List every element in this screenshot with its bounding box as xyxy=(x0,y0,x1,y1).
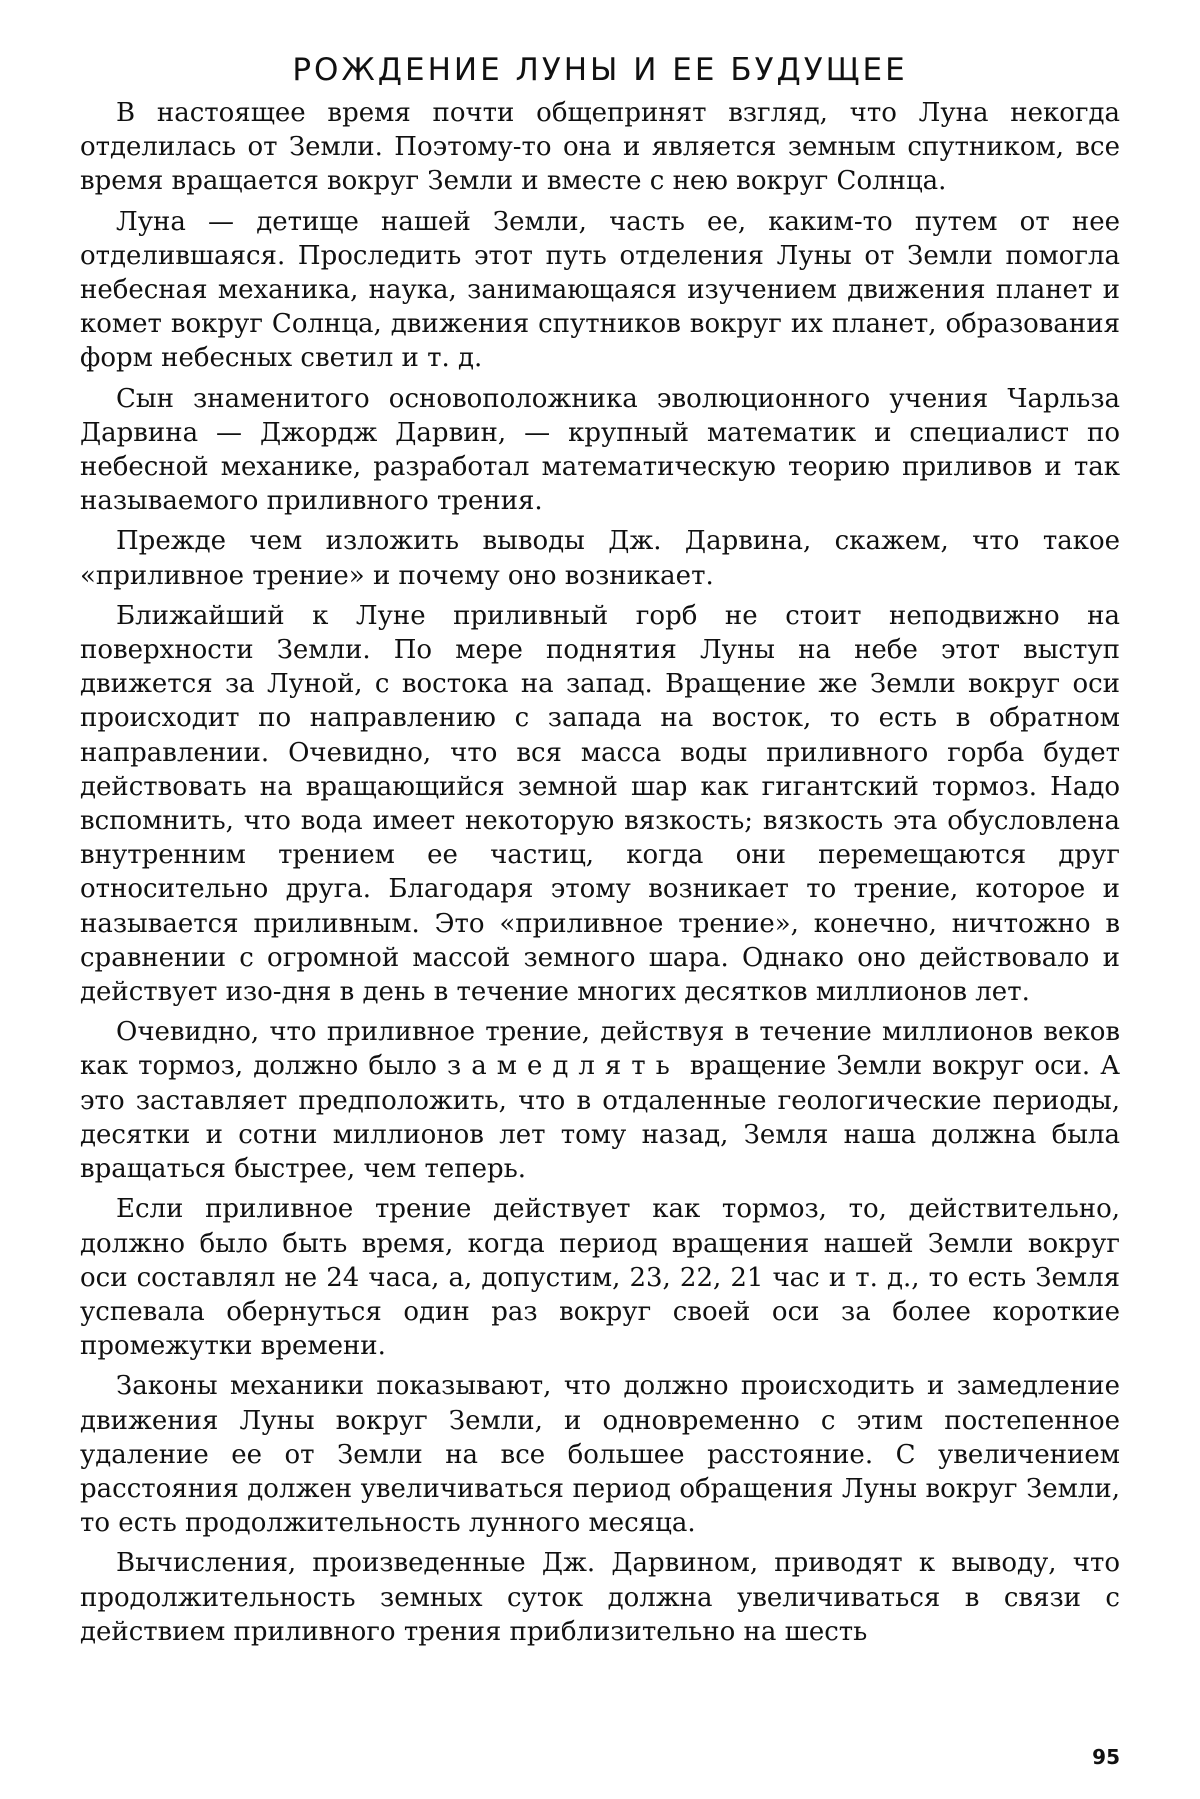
emphasized-word: замедлять xyxy=(447,1051,680,1082)
chapter-title: РОЖДЕНИЕ ЛУНЫ И ЕЕ БУДУЩЕЕ xyxy=(292,52,908,88)
body-text xyxy=(80,96,1120,1649)
paragraph: Если приливное трение действует как тормоз, то, действительно, должно было быть время, когда период вращения нашей Земли вокруг оси составлял не 24 часа, а, допустим, 23, 22, 21 час и т. д., то есть Земля успевала обернуться один раз вокруг своей оси за более короткие промежутки времени. xyxy=(80,1194,1120,1362)
paragraph xyxy=(80,1015,1120,1186)
paragraph: Ближайший к Луне приливный горб не стоит неподвижно на поверхности Земли. По мере поднятия Луны на небе этот выступ движется за Луной, с востока на запад. Вращение же Земли вокруг оси происходит по направлению с запада на восток, то есть в обратном направлении. Очевидно, что вся масса воды приливного горба будет действовать на вращающийся земной шар как гигантский тормоз. Надо вспомнить, что вода имеет некоторую вязкость; вязкость эта обусловлена внутренним трением ее частиц, когда они перемещаются друг относительно друга. Благодаря этому возникает то трение, которое и называется приливным. Это «приливное трение», конечно, ничтожно в сравнении с огромной массой земного шара. Однако оно действовало и действует изо-дня в день в течение многих десятков миллионов лет. xyxy=(80,600,1120,1008)
paragraph: Законы механики показывают, что должно происходить и замедление движения Луны вокруг Земли, и одновременно с этим постепенное удаление ее от Земли на все большее расстояние. С увеличением расстояния должен увеличиваться период обращения Луны вокруг Земли, то есть продолжительность лунного месяца. xyxy=(80,1371,1120,1539)
paragraph-text: вращение Земли вокруг оси. А это заставляет предположить, что в отдаленные геологические периоды, десятки и сотни миллионов лет тому назад, Земля наша должна была вращаться быстрее, чем теперь. xyxy=(80,1051,1120,1185)
page-number: 95 xyxy=(1092,1745,1120,1769)
paragraph: Вычисления, произведенные Дж. Дарвином, приводят к выводу, что продолжительность земных суток должна увеличиваться в связи с действием приливного трения приблизительно на шесть xyxy=(80,1548,1120,1647)
paragraph: Прежде чем изложить выводы Дж. Дарвина, скажем, что такое «приливное трение» и почему оно возникает. xyxy=(80,526,1120,591)
paragraph: Луна — детище нашей Земли, часть ее, каким-то путем от нее отделившаяся. Проследить этот путь отделения Луны от Земли помогла небесная механика, наука, занимающаяся изучением движения планет и комет вокруг Солнца, движения спутников вокруг их планет, образования форм небесных светил и т. д. xyxy=(80,206,1120,374)
paragraph-text: Очевидно, что приливное трение, действуя в течение миллионов веков как тормоз, должно было xyxy=(80,1017,1120,1082)
paragraph: Сын знаменитого основоположника эволюционного учения Чарльза Дарвина — Джордж Дарвин, — крупный математик и специалист по небесной механике, разработал математическую теорию приливов и так называемого приливного трения. xyxy=(80,383,1120,517)
paragraph: В настоящее время почти общепринят взгляд, что Луна некогда отделилась от Земли. Поэтому-то она и является земным спутником, все время вращается вокруг Земли и вместе с нею вокруг Солнца. xyxy=(80,98,1120,197)
book-page xyxy=(80,50,1120,1769)
